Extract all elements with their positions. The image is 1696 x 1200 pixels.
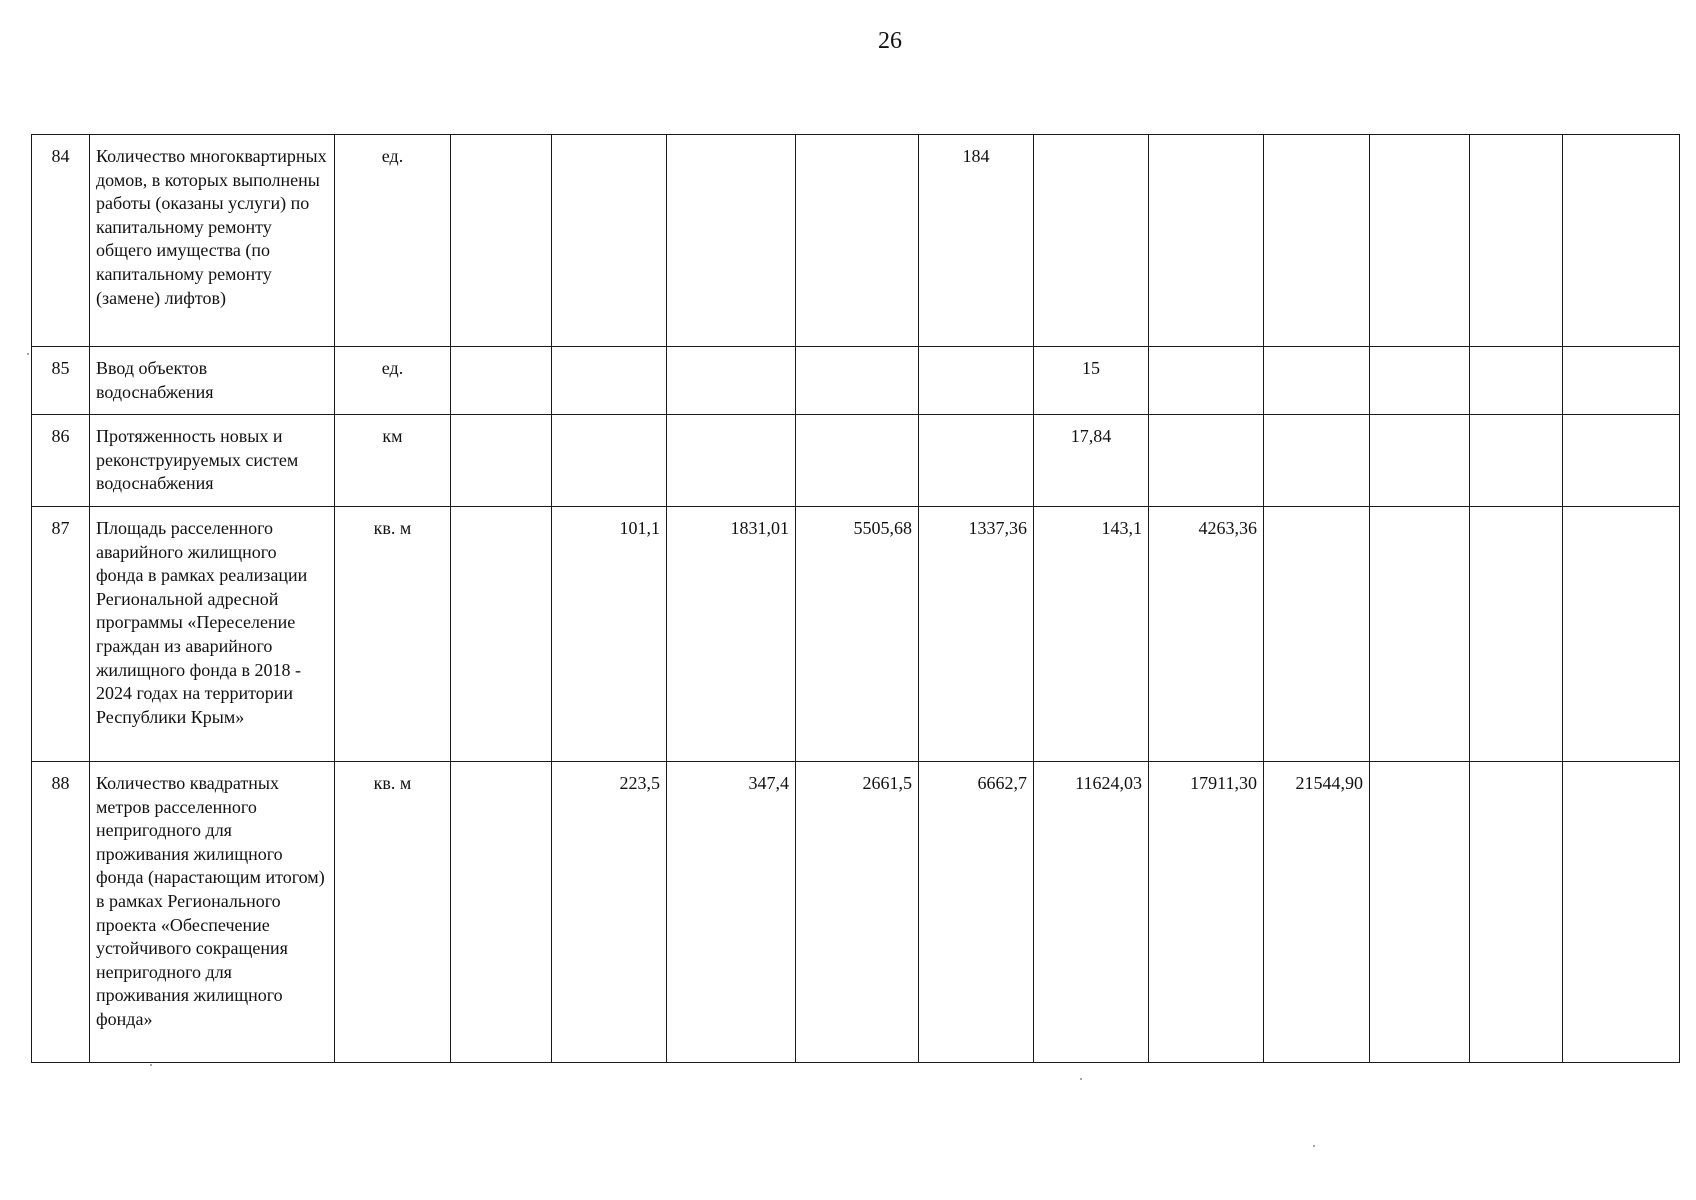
unit-cell: кв. м xyxy=(335,507,451,762)
value-cell xyxy=(1563,507,1680,762)
value-cell xyxy=(1470,347,1563,415)
value-cell xyxy=(1149,347,1264,415)
value-cell xyxy=(1563,762,1680,1063)
value-cell xyxy=(667,135,796,347)
value-cell xyxy=(552,415,667,507)
value-cell xyxy=(1563,415,1680,507)
table-row xyxy=(32,135,1680,347)
value-cell xyxy=(1149,415,1264,507)
value-cell xyxy=(1563,135,1680,347)
value-cell: 6662,7 xyxy=(919,762,1034,1063)
value-cell xyxy=(796,135,919,347)
value-cell xyxy=(1264,507,1370,762)
table-row xyxy=(32,762,1680,1063)
table-row xyxy=(32,347,1680,415)
value-cell: 101,1 xyxy=(552,507,667,762)
indicator-name: Ввод объектов водоснабжения xyxy=(90,347,335,415)
table-row xyxy=(32,507,1680,762)
value-cell xyxy=(1563,347,1680,415)
value-cell: 1337,36 xyxy=(919,507,1034,762)
value-cell xyxy=(451,507,552,762)
value-cell: 2661,5 xyxy=(796,762,919,1063)
value-cell: 21544,90 xyxy=(1264,762,1370,1063)
value-cell xyxy=(1149,135,1264,347)
value-cell xyxy=(552,347,667,415)
value-cell xyxy=(552,135,667,347)
unit-cell: кв. м xyxy=(335,762,451,1063)
value-cell: 5505,68 xyxy=(796,507,919,762)
row-number: 85 xyxy=(32,347,90,415)
value-cell xyxy=(919,347,1034,415)
indicator-name: Количество многоквартирных домов, в которых выполнены работы (оказаны услуги) по капитальному ремонту общего имущества (по капитальному ремонту (замене) лифтов) xyxy=(90,135,335,347)
value-cell: 1831,01 xyxy=(667,507,796,762)
value-cell xyxy=(451,415,552,507)
value-cell xyxy=(796,415,919,507)
scan-speck xyxy=(1080,1078,1082,1080)
value-cell: 4263,36 xyxy=(1149,507,1264,762)
value-cell xyxy=(451,135,552,347)
value-cell: 17,84 xyxy=(1034,415,1149,507)
indicator-name: Протяженность новых и реконструируемых систем водоснабжения xyxy=(90,415,335,507)
value-cell xyxy=(1370,762,1470,1063)
scan-speck xyxy=(27,353,29,355)
indicator-name: Площадь расселенного аварийного жилищного фонда в рамках реализации Региональной адресной программы «Переселение граждан из аварийного жилищного фонда в 2018 - 2024 годах на территории Республики Крым» xyxy=(90,507,335,762)
value-cell xyxy=(1370,347,1470,415)
row-number: 88 xyxy=(32,762,90,1063)
value-cell: 347,4 xyxy=(667,762,796,1063)
value-cell: 223,5 xyxy=(552,762,667,1063)
value-cell xyxy=(1470,507,1563,762)
indicator-name: Количество квадратных метров расселенного непригодного для проживания жилищного фонда (нарастающим итогом) в рамках Регионального проекта «Обеспечение устойчивого сокращения непригодного для проживания жилищного фонда» xyxy=(90,762,335,1063)
scan-speck xyxy=(1313,1145,1315,1147)
value-cell xyxy=(1264,135,1370,347)
value-cell xyxy=(1264,347,1370,415)
value-cell: 15 xyxy=(1034,347,1149,415)
unit-cell: ед. xyxy=(335,135,451,347)
scan-speck xyxy=(150,1064,152,1066)
table-row xyxy=(32,415,1680,507)
value-cell xyxy=(667,347,796,415)
indicator-table xyxy=(31,134,1680,1063)
value-cell xyxy=(1034,135,1149,347)
value-cell: 143,1 xyxy=(1034,507,1149,762)
value-cell xyxy=(919,415,1034,507)
value-cell xyxy=(1370,135,1470,347)
value-cell xyxy=(1264,415,1370,507)
row-number: 87 xyxy=(32,507,90,762)
value-cell xyxy=(451,347,552,415)
value-cell xyxy=(1470,762,1563,1063)
value-cell xyxy=(1470,135,1563,347)
value-cell xyxy=(451,762,552,1063)
unit-cell: км xyxy=(335,415,451,507)
value-cell xyxy=(667,415,796,507)
value-cell: 11624,03 xyxy=(1034,762,1149,1063)
value-cell xyxy=(1470,415,1563,507)
row-number: 84 xyxy=(32,135,90,347)
value-cell: 17911,30 xyxy=(1149,762,1264,1063)
value-cell xyxy=(1370,415,1470,507)
value-cell xyxy=(796,347,919,415)
page-number: 26 xyxy=(878,28,902,54)
unit-cell: ед. xyxy=(335,347,451,415)
row-number: 86 xyxy=(32,415,90,507)
value-cell: 184 xyxy=(919,135,1034,347)
value-cell xyxy=(1370,507,1470,762)
